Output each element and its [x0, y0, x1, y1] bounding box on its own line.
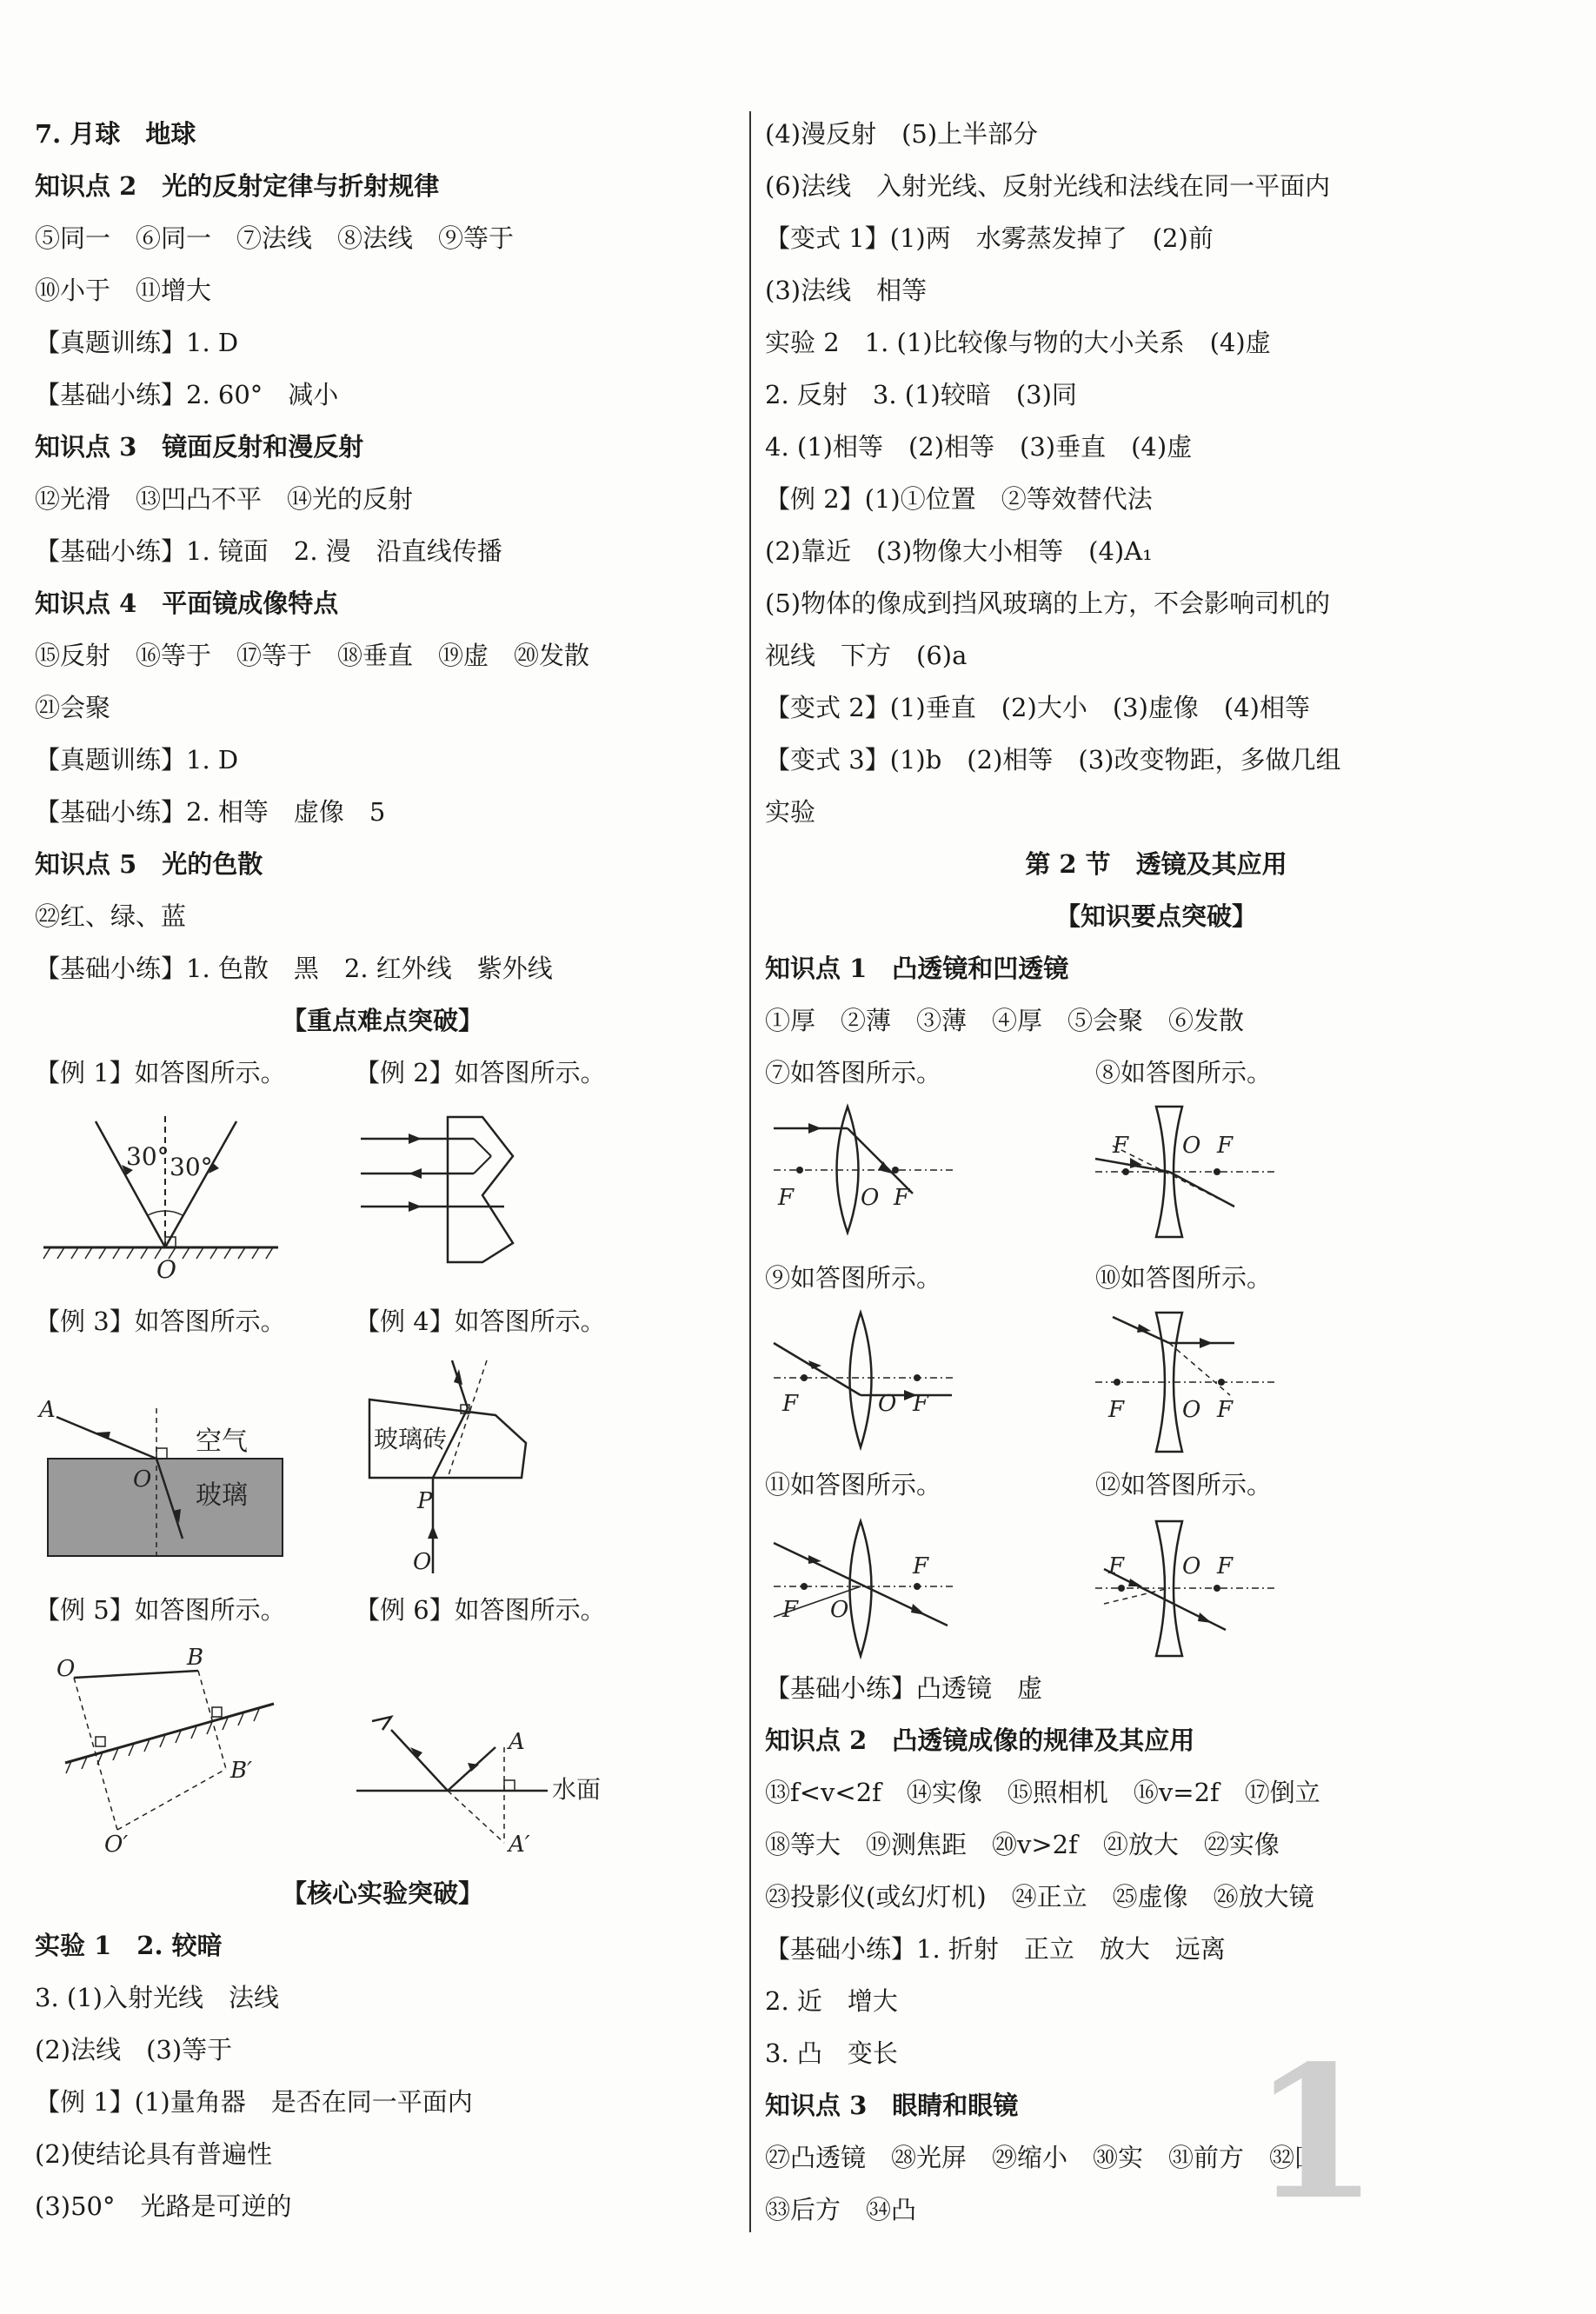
- focus-label: F: [1108, 1553, 1125, 1579]
- medium-label: 玻璃: [196, 1480, 248, 1511]
- answer-line: 【例 2】(1)①位置 ②等效替代法: [765, 484, 1153, 514]
- point-label: O: [878, 1391, 897, 1417]
- answer-line: (2)使结论具有普遍性: [35, 2139, 273, 2169]
- answer-line: ⑫光滑 ⑬凹凸不平 ⑭光的反射: [35, 484, 414, 514]
- example-label: 【例 1】如答图所示。: [35, 1058, 286, 1087]
- answer-line: 3. (1)入射光线 法线: [35, 1983, 279, 2012]
- figure-caption: ⑫如答图所示。: [1095, 1470, 1273, 1499]
- answer-line: ⑤同一 ⑥同一 ⑦法线 ⑧法线 ⑨等于: [35, 223, 515, 253]
- answer-line: 【真题训练】1. D: [35, 745, 239, 775]
- answer-line: ⑩小于 ⑪增大: [35, 276, 212, 305]
- figure-caption: ⑧如答图所示。: [1095, 1058, 1273, 1087]
- answer-line: ㉗凸透镜 ㉘光屏 ㉙缩小 ㉚实 ㉛前方 ㉜凹: [765, 2143, 1320, 2172]
- example-label: 【例 5】如答图所示。: [35, 1595, 286, 1625]
- answer-line: 3. 凸 变长: [765, 2038, 898, 2068]
- knowledge-point-heading: 知识点 3 镜面反射和漫反射: [35, 432, 364, 462]
- water-reflection-diagram: [356, 1712, 652, 1860]
- figure-caption: ⑦如答图所示。: [765, 1058, 942, 1087]
- section-title: 第 2 节 透镜及其应用: [1025, 849, 1287, 879]
- left-column: [35, 0, 730, 2314]
- focus-label: F: [913, 1553, 929, 1579]
- point-label: O: [861, 1185, 880, 1211]
- example-label: 【例 4】如答图所示。: [355, 1307, 606, 1336]
- answer-line: 【真题训练】1. D: [35, 328, 239, 357]
- answer-line: ㉑会聚: [35, 693, 111, 722]
- focus-label: F: [913, 1391, 929, 1417]
- point-label: O: [413, 1549, 432, 1575]
- convex-lens-diagram: [774, 1308, 965, 1456]
- point-label: O: [1182, 1133, 1201, 1159]
- answer-line: ⑮反射 ⑯等于 ⑰等于 ⑱垂直 ⑲虚 ⑳发散: [35, 641, 590, 670]
- answer-line: ㉒红、绿、蓝: [35, 901, 187, 931]
- glass-brick-diagram: [356, 1356, 574, 1573]
- answer-line: (2)法线 (3)等于: [35, 2035, 233, 2065]
- surface-label: 水面: [552, 1775, 602, 1804]
- answer-line: 【基础小练】1. 折射 正立 放大 远离: [765, 1934, 1226, 1964]
- answer-line: ⑱等大 ⑲测焦距 ⑳v>2f ㉑放大 ㉒实像: [765, 1830, 1280, 1859]
- point-label: O: [830, 1597, 849, 1623]
- point-label: O: [1182, 1397, 1201, 1423]
- refraction-diagram: [39, 1391, 291, 1565]
- experiment-line: 实验 2 1. (1)比较像与物的大小关系 (4)虚: [765, 328, 1271, 357]
- answer-line: 【基础小练】2. 60° 减小: [35, 380, 339, 409]
- answer-line: ㉝后方 ㉞凸: [765, 2195, 917, 2224]
- answer-line: (2)靠近 (3)物像大小相等 (4)A₁: [765, 536, 1153, 566]
- point-label: O: [57, 1656, 76, 1682]
- answer-line: 【变式 1】(1)两 水雾蒸发掉了 (2)前: [765, 223, 1214, 253]
- answer-line: 视线 下方 (6)a: [765, 641, 968, 670]
- medium-label: 空气: [196, 1426, 248, 1457]
- point-label: O: [133, 1466, 152, 1493]
- knowledge-point-heading: 知识点 3 眼睛和眼镜: [765, 2091, 1019, 2120]
- answer-line: (6)法线 入射光线、反射光线和法线在同一平面内: [765, 171, 1331, 201]
- point-label: B: [187, 1645, 204, 1671]
- knowledge-point-heading: 知识点 2 凸透镜成像的规律及其应用: [765, 1726, 1195, 1755]
- knowledge-point-heading: 知识点 5 光的色散: [35, 849, 263, 879]
- answer-line: ㉓投影仪(或幻灯机) ㉔正立 ㉕虚像 ㉖放大镜: [765, 1882, 1314, 1912]
- answer-line: 7. 月球 地球: [35, 119, 196, 149]
- answer-line: 【基础小练】凸透镜 虚: [765, 1673, 1043, 1703]
- focus-label: F: [1108, 1397, 1125, 1423]
- concave-lens-diagram: [1095, 1102, 1287, 1241]
- knowledge-point-heading: 知识点 1 凸透镜和凹透镜: [765, 954, 1069, 983]
- example-label: 【例 6】如答图所示。: [355, 1595, 606, 1625]
- knowledge-point-heading: 知识点 2 光的反射定律与折射规律: [35, 171, 440, 201]
- answer-line: 【基础小练】2. 相等 虚像 5: [35, 797, 386, 827]
- answer-line: (3)50° 光路是可逆的: [35, 2191, 292, 2221]
- answer-line: 4. (1)相等 (2)相等 (3)垂直 (4)虚: [765, 432, 1193, 462]
- knowledge-point-heading: 知识点 4 平面镜成像特点: [35, 588, 339, 618]
- section-heading: 【核心实验突破】: [281, 1878, 483, 1908]
- answer-line: 【变式 3】(1)b (2)相等 (3)改变物距，多做几组: [765, 745, 1341, 775]
- experiment-line: 实验 1 2. 较暗: [35, 1931, 223, 1960]
- point-label: A: [39, 1397, 56, 1423]
- answer-line: 2. 近 增大: [765, 1986, 898, 2016]
- figure-caption: ⑪如答图所示。: [765, 1470, 942, 1499]
- focus-label: F: [1113, 1133, 1129, 1159]
- section-heading: 【知识要点突破】: [1054, 901, 1257, 931]
- angle-label: 30°: [170, 1153, 213, 1181]
- answer-line: 【例 1】(1)量角器 是否在同一平面内: [35, 2087, 473, 2117]
- answer-line: ⑬f<v<2f ⑭实像 ⑮照相机 ⑯v=2f ⑰倒立: [765, 1778, 1320, 1807]
- page-number: 1: [1252, 2025, 1380, 2240]
- focus-label: F: [894, 1185, 910, 1211]
- example-label: 【例 3】如答图所示。: [35, 1307, 286, 1336]
- answer-line: 【变式 2】(1)垂直 (2)大小 (3)虚像 (4)相等: [765, 693, 1310, 722]
- answer-line: 实验: [765, 797, 816, 827]
- focus-label: F: [1217, 1133, 1234, 1159]
- point-label: O′: [104, 1832, 129, 1858]
- focus-label: F: [1217, 1553, 1234, 1579]
- right-column: [765, 0, 1547, 2314]
- angle-label: 30°: [126, 1142, 170, 1171]
- point-label: P: [417, 1488, 433, 1514]
- point-label: A′: [509, 1832, 530, 1858]
- focus-label: F: [1217, 1397, 1234, 1423]
- section-heading: 【重点难点突破】: [281, 1006, 483, 1035]
- focus-label: F: [778, 1185, 795, 1211]
- point-label: O: [1182, 1553, 1201, 1579]
- convex-lens-diagram: [774, 1517, 965, 1665]
- concave-lens-diagram: [1095, 1308, 1287, 1456]
- focus-label: F: [782, 1597, 799, 1623]
- answer-line: (5)物体的像成到挡风玻璃的上方，不会影响司机的: [765, 588, 1331, 618]
- figure-caption: ⑩如答图所示。: [1095, 1263, 1273, 1293]
- point-label: A: [509, 1729, 525, 1755]
- column-divider: [749, 111, 751, 2232]
- prism-diagram: [361, 1113, 552, 1269]
- answer-line: 2. 反射 3. (1)较暗 (3)同: [765, 380, 1077, 409]
- reflection-diagram: [43, 1104, 304, 1287]
- object-label: 玻璃砖: [374, 1425, 448, 1453]
- figure-caption: ⑨如答图所示。: [765, 1263, 942, 1293]
- answer-line: 【基础小练】1. 色散 黑 2. 红外线 紫外线: [35, 954, 553, 983]
- example-label: 【例 2】如答图所示。: [355, 1058, 606, 1087]
- answer-line: 【基础小练】1. 镜面 2. 漫 沿直线传播: [35, 536, 502, 566]
- convex-lens-diagram: [774, 1102, 965, 1241]
- point-label: B′: [230, 1758, 253, 1784]
- mirror-image-diagram: [52, 1645, 313, 1858]
- answer-line: (4)漫反射 (5)上半部分: [765, 119, 1039, 149]
- concave-lens-diagram: [1095, 1517, 1287, 1665]
- focus-label: F: [782, 1391, 799, 1417]
- answer-line: ①厚 ②薄 ③薄 ④厚 ⑤会聚 ⑥发散: [765, 1006, 1245, 1035]
- answer-line: (3)法线 相等: [765, 276, 928, 305]
- point-label: O: [156, 1255, 176, 1284]
